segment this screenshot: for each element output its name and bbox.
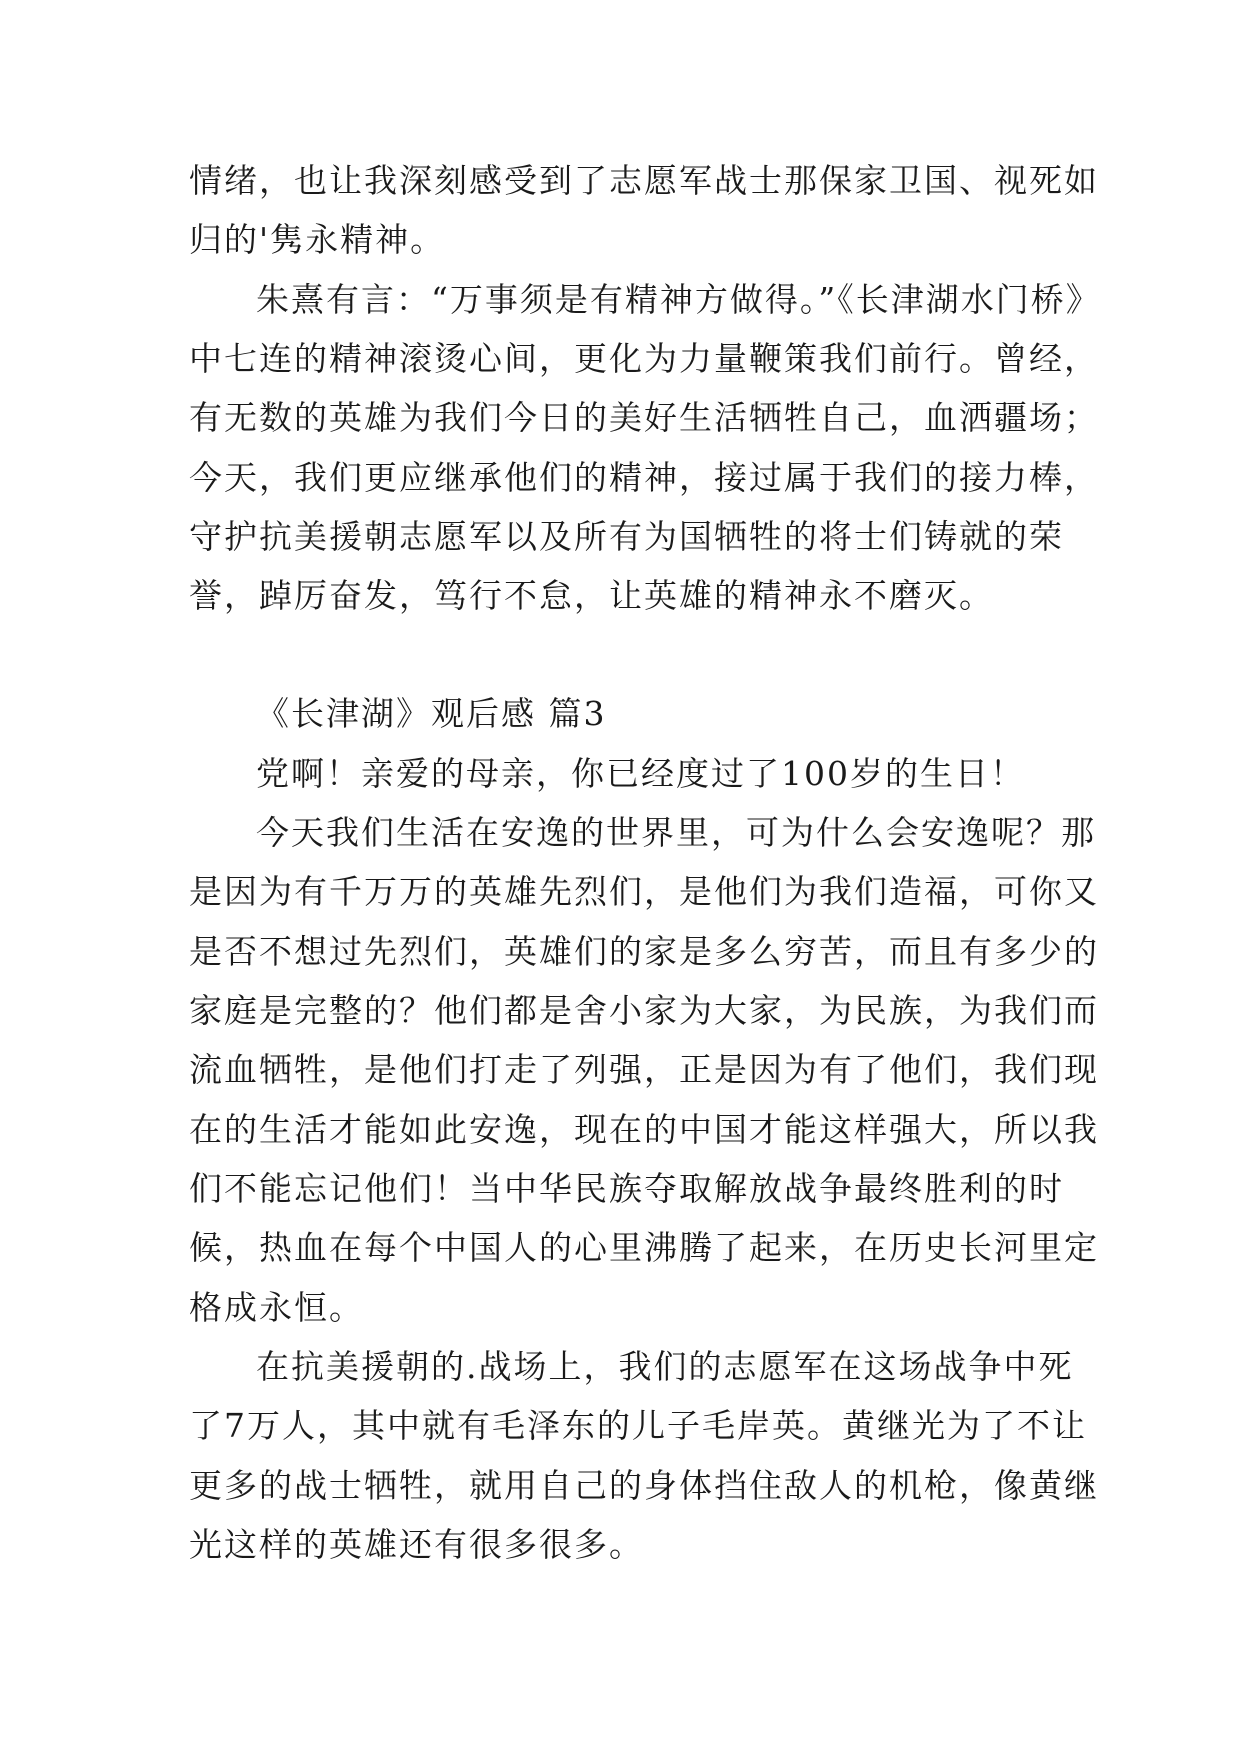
text-line: 在的生活才能如此安逸，现在的中国才能这样强大，所以我	[189, 1110, 1099, 1149]
text-line: 了7万人，其中就有毛泽东的儿子毛岸英。黄继光为了不让	[189, 1406, 1087, 1445]
text-line: 朱熹有言：“万事须是有精神方做得。”《长津湖水门桥》	[256, 280, 1101, 319]
text-line: 誉，踔厉奋发，笃行不怠，让英雄的精神永不磨灭。	[189, 576, 994, 615]
text-line: 归的'隽永精神。	[189, 220, 446, 259]
text-line: 是因为有千万万的英雄先烈们，是他们为我们造福，可你又	[189, 872, 1099, 911]
text-line: 格成永恒。	[189, 1288, 364, 1327]
text-line: 中七连的精神滚烫心间，更化为力量鞭策我们前行。曾经，	[189, 339, 1099, 378]
text-line: 党啊！亲爱的母亲，你已经度过了100岁的生日！	[256, 754, 1025, 793]
text-line: 有无数的英雄为我们今日的美好生活牺牲自己，血洒疆场；	[189, 398, 1099, 437]
text-line: 今天我们生活在安逸的世界里，可为什么会安逸呢？那	[256, 813, 1096, 852]
text-line: 们不能忘记他们！当中华民族夺取解放战争最终胜利的时	[189, 1169, 1064, 1208]
text-line: 更多的战士牺牲，就用自己的身体挡住敌人的机枪，像黄继	[189, 1466, 1099, 1505]
text-line: 光这样的英雄还有很多很多。	[189, 1525, 644, 1564]
text-line: 在抗美援朝的.战场上，我们的志愿军在这场战争中死	[256, 1347, 1074, 1386]
text-line: 守护抗美援朝志愿军以及所有为国牺牲的将士们铸就的荣	[189, 517, 1064, 556]
text-line: 候，热血在每个中国人的心里沸腾了起来，在历史长河里定	[189, 1228, 1099, 1267]
text-line: 情绪，也让我深刻感受到了志愿军战士那保家卫国、视死如	[189, 161, 1099, 200]
text-line: 家庭是完整的？他们都是舍小家为大家，为民族，为我们而	[189, 991, 1099, 1030]
section-heading: 《长津湖》观后感 篇3	[256, 694, 607, 733]
text-line: 是否不想过先烈们，英雄们的家是多么穷苦，而且有多少的	[189, 932, 1099, 971]
text-line: 今天，我们更应继承他们的精神，接过属于我们的接力棒，	[189, 458, 1099, 497]
text-line: 流血牺牲，是他们打走了列强，正是因为有了他们，我们现	[189, 1050, 1099, 1089]
